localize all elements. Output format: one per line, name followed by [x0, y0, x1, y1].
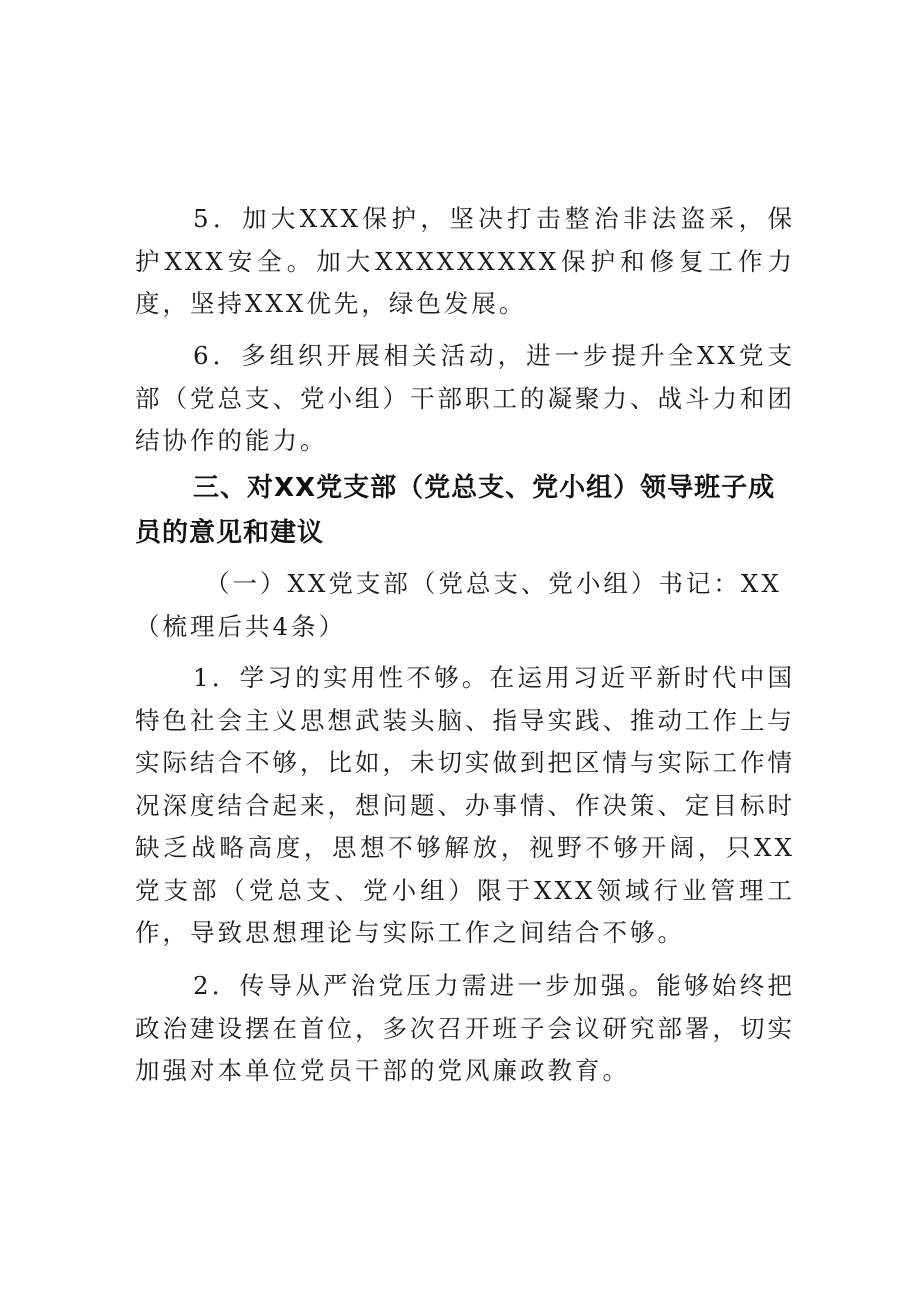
- paragraph-point-2: 2．传导从严治党压力需进一步加强。能够始终把政治建设摆在首位，多次召开班子会议研究部署，切实加强对本单位党员干部的党风廉政教育。: [135, 971, 795, 1085]
- paragraph-item-6: 6．多组织开展相关活动，进一步提升全XX党支部（党总支、党小组）干部职工的凝聚力、战斗力和团结协作的能力。: [135, 341, 795, 455]
- subsection-1-heading: （一）XX党支部（党总支、党小组）书记：XX（梳理后共4条）: [135, 569, 782, 641]
- section-3-heading: 三、对XX党支部（党总支、党小组）领导班子成员的意见和建议: [135, 473, 776, 548]
- paragraph-point-1: 1．学习的实用性不够。在运用习近平新时代中国特色社会主义思想武装头脑、指导实践、推动工作上与实际结合不够，比如，未切实做到把区情与实际工作情况深度结合起来，想问题、办事情、作决策、定目标时缺乏战略高度，思想不够解放，视野不够开阔，只XX党支部（党总支、党小组）限于XXX领域行业管理工作，导致思想理论与实际工作之间结合不够。: [135, 663, 795, 947]
- paragraph-item-5: 5．加大XXX保护，坚决打击整治非法盗采，保护XXX安全。加大XXXXXXXXX保护和修复工作力度，坚持XXX优先，绿色发展。: [135, 204, 795, 318]
